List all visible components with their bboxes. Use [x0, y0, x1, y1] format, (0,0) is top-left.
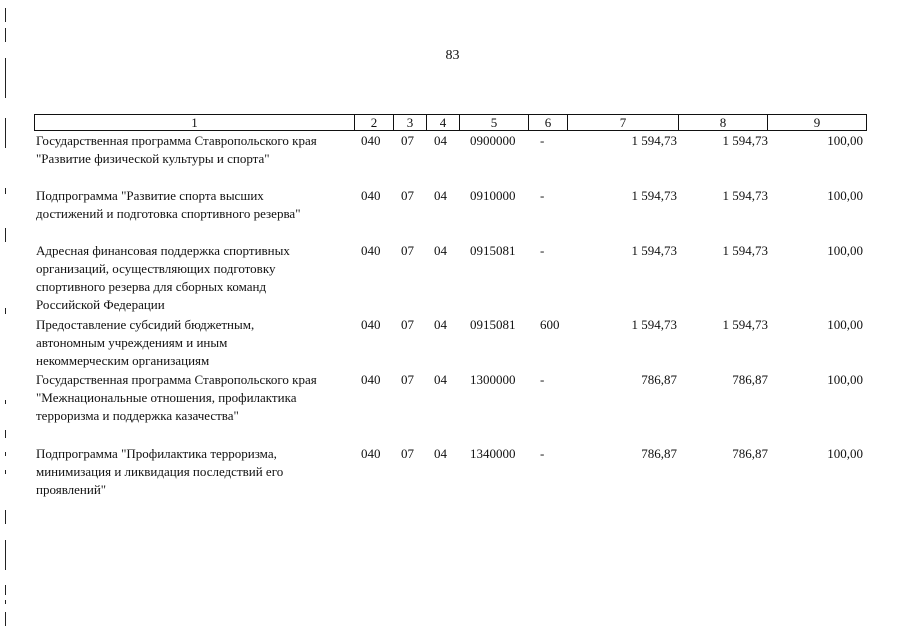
header-cell-7: 7: [568, 115, 679, 131]
cell-col-9: 100,00: [827, 446, 863, 461]
header-cell-3: 3: [394, 115, 427, 131]
cell-col-9: 100,00: [827, 243, 863, 258]
cell-col-9: 100,00: [827, 133, 863, 148]
scan-mark: [5, 58, 6, 98]
cell-col-6: -: [540, 133, 545, 148]
row-name-line: спортивного резерва для сборных команд: [36, 279, 267, 294]
cell-col-4: 04: [434, 372, 447, 387]
row-name-line: "Межнациональные отношения, профилактика: [36, 390, 297, 405]
scan-mark: [5, 540, 6, 570]
cell-col-9: 100,00: [827, 188, 863, 203]
scan-mark: [5, 8, 6, 22]
margin-scan-marks: [0, 0, 12, 640]
row-name-line: Государственная программа Ставропольского края: [36, 372, 317, 387]
cell-col-5: 0910000: [470, 188, 516, 203]
cell-col-2: 040: [361, 372, 381, 387]
cell-col-4: 04: [434, 243, 447, 258]
scan-mark: [5, 510, 6, 524]
row-name-line: Адресная финансовая поддержка спортивных: [36, 243, 290, 258]
row-name-line: организаций, осуществляющих подготовку: [36, 261, 276, 276]
row-name: [36, 371, 356, 425]
page-number: 83: [445, 48, 460, 63]
scan-mark: [5, 228, 6, 242]
cell-col-8: 786,87: [732, 372, 768, 387]
cell-col-8: 1 594,73: [722, 243, 768, 258]
cell-col-3: 07: [401, 133, 414, 148]
row-name-line: Государственная программа Ставропольского края: [36, 133, 317, 148]
header-row: [35, 115, 867, 131]
header-cell-6: 6: [529, 115, 568, 131]
row-name-line: терроризма и поддержка казачества": [36, 408, 239, 423]
cell-col-2: 040: [361, 317, 381, 332]
header-cell-2: 2: [355, 115, 394, 131]
cell-col-4: 04: [434, 317, 447, 332]
cell-col-5: 0900000: [470, 133, 516, 148]
cell-col-3: 07: [401, 243, 414, 258]
cell-col-6: -: [540, 188, 545, 203]
cell-col-6: -: [540, 372, 545, 387]
row-name-line: Подпрограмма "Профилактика терроризма,: [36, 446, 277, 461]
scan-mark: [5, 400, 6, 404]
row-name-line: проявлений": [36, 482, 107, 497]
cell-col-3: 07: [401, 188, 414, 203]
column-number-header: [34, 114, 867, 131]
cell-col-7: 786,87: [641, 372, 677, 387]
cell-col-9: 100,00: [827, 317, 863, 332]
cell-col-3: 07: [401, 446, 414, 461]
cell-col-7: 1 594,73: [631, 317, 677, 332]
header-cell-5: 5: [460, 115, 529, 131]
cell-col-4: 04: [434, 133, 447, 148]
row-name-line: "Развитие физической культуры и спорта": [36, 151, 270, 166]
header-cell-4: 4: [427, 115, 460, 131]
row-name-line: автономным учреждениям и иным: [36, 335, 228, 350]
row-name: [36, 132, 356, 168]
row-name-line: достижений и подготовка спортивного резерва": [36, 206, 301, 221]
cell-col-8: 1 594,73: [722, 317, 768, 332]
cell-col-6: -: [540, 446, 545, 461]
cell-col-2: 040: [361, 446, 381, 461]
scan-mark: [5, 28, 6, 42]
scan-mark: [5, 612, 6, 626]
row-name-line: Подпрограмма "Развитие спорта высших: [36, 188, 264, 203]
header-cell-8: 8: [679, 115, 768, 131]
cell-col-6: -: [540, 243, 545, 258]
row-name-line: Российской Федерации: [36, 297, 165, 312]
cell-col-5: 1300000: [470, 372, 516, 387]
header-cell-1: 1: [35, 115, 355, 131]
cell-col-5: 0915081: [470, 243, 516, 258]
cell-col-8: 786,87: [732, 446, 768, 461]
scan-mark: [5, 308, 6, 314]
cell-col-5: 0915081: [470, 317, 516, 332]
row-name-line: некоммерческим организациям: [36, 353, 210, 368]
cell-col-7: 1 594,73: [631, 243, 677, 258]
cell-col-8: 1 594,73: [722, 133, 768, 148]
scan-mark: [5, 600, 6, 604]
scan-mark: [5, 470, 6, 474]
cell-col-9: 100,00: [827, 372, 863, 387]
cell-col-4: 04: [434, 188, 447, 203]
row-name: [36, 187, 356, 223]
row-name-line: Предоставление субсидий бюджетным,: [36, 317, 255, 332]
cell-col-2: 040: [361, 188, 381, 203]
cell-col-5: 1340000: [470, 446, 516, 461]
scan-mark: [5, 188, 6, 194]
cell-col-3: 07: [401, 372, 414, 387]
cell-col-3: 07: [401, 317, 414, 332]
scan-mark: [5, 430, 6, 438]
row-name-line: минимизация и ликвидация последствий его: [36, 464, 284, 479]
scan-mark: [5, 585, 6, 595]
cell-col-2: 040: [361, 243, 381, 258]
header-cell-9: 9: [768, 115, 867, 131]
cell-col-7: 1 594,73: [631, 133, 677, 148]
row-name: [36, 316, 356, 370]
cell-col-7: 786,87: [641, 446, 677, 461]
cell-col-7: 1 594,73: [631, 188, 677, 203]
scan-mark: [5, 118, 6, 148]
cell-col-2: 040: [361, 133, 381, 148]
cell-col-8: 1 594,73: [722, 188, 768, 203]
row-name: [36, 242, 356, 314]
scan-mark: [5, 452, 6, 456]
cell-col-4: 04: [434, 446, 447, 461]
cell-col-6: 600: [540, 317, 560, 332]
row-name: [36, 445, 356, 499]
